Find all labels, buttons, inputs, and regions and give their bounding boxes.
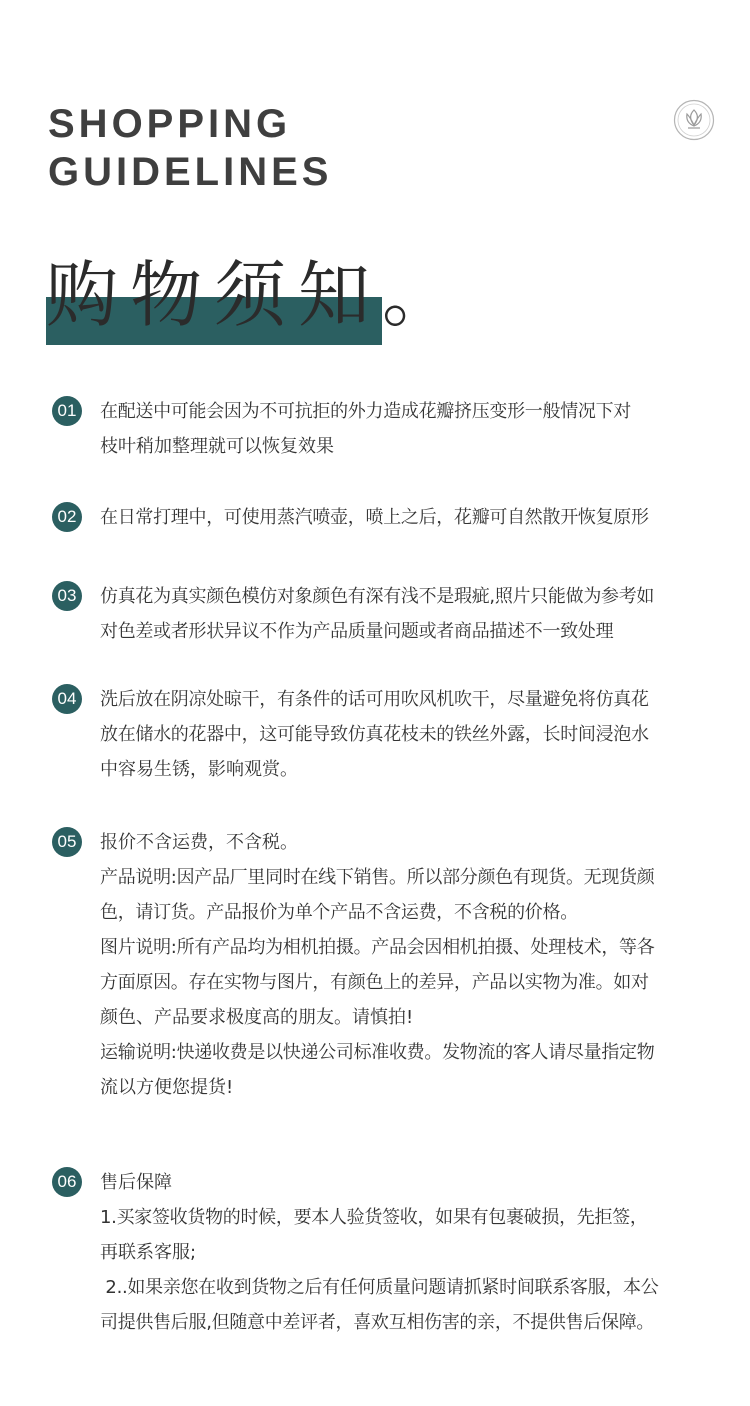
- item-number-badge: 05: [52, 827, 82, 857]
- item-text: [100, 682, 712, 787]
- item-number-badge: 03: [52, 581, 82, 611]
- item-line: 枝叶稍加整理就可以恢复效果: [100, 436, 334, 457]
- item-text: [100, 825, 712, 1105]
- title-english: [48, 100, 332, 196]
- item-text: [100, 394, 712, 464]
- item-number-badge: 02: [52, 502, 82, 532]
- item-line: 在日常打理中，可使用蒸汽喷壶，喷上之后，花瓣可自然散开恢复原形: [100, 507, 649, 528]
- title-english-line1: SHOPPING: [48, 102, 292, 146]
- title-english-line2: GUIDELINES: [48, 150, 333, 194]
- item-line: 方面原因。存在实物与图片，有颜色上的差异，产品以实物为准。如对: [100, 972, 649, 993]
- item-line: 司提供售后服,但随意中差评者，喜欢互相伤害的亲，不提供售后保障。: [100, 1312, 655, 1333]
- title-chinese: [46, 245, 467, 350]
- title-chinese-text: 购物须知。: [46, 253, 467, 337]
- item-line: 流以方便您提货!: [100, 1077, 234, 1098]
- item-line: 放在储水的花器中，这可能导致仿真花枝未的铁丝外露，长时间浸泡水: [100, 724, 649, 745]
- item-line: 洗后放在阴凉处晾干，有条件的话可用吹风机吹干，尽量避免将仿真花: [100, 689, 649, 710]
- item-text: [100, 1165, 712, 1340]
- item-number-badge: 01: [52, 396, 82, 426]
- item-line: 色，请订货。产品报价为单个产品不含运费，不含税的价格。: [100, 902, 578, 923]
- item-text: [100, 579, 712, 649]
- item-line: 产品说明:因产品厂里同时在线下销售。所以部分颜色有现货。无现货颜: [100, 867, 655, 888]
- item-number-badge: 04: [52, 684, 82, 714]
- lotus-logo-icon: [673, 99, 715, 141]
- item-line: 报价不含运费，不含税。: [100, 832, 298, 853]
- item-line: 颜色、产品要求极度高的朋友。请慎拍!: [100, 1007, 414, 1028]
- item-text: [100, 500, 712, 535]
- item-line: 2..如果亲您在收到货物之后有任何质量问题请抓紧时间联系客服，本公: [100, 1277, 659, 1298]
- item-line: 运输说明:快递收费是以快递公司标准收费。发物流的客人请尽量指定物: [100, 1042, 655, 1063]
- item-line: 仿真花为真实颜色模仿对象颜色有深有浅不是瑕疵,照片只能做为参考如: [100, 586, 655, 607]
- item-number-badge: 06: [52, 1167, 82, 1197]
- item-line: 售后保障: [100, 1172, 172, 1193]
- item-line: 在配送中可能会因为不可抗拒的外力造成花瓣挤压变形一般情况下对: [100, 401, 631, 422]
- item-line: 图片说明:所有产品均为相机拍摄。产品会因相机拍摄、处理枝术，等各: [100, 937, 655, 958]
- item-line: 1.买家签收货物的时候，要本人验货签收，如果有包裹破损，先拒签，: [100, 1207, 648, 1228]
- item-line: 对色差或者形状异议不作为产品质量问题或者商品描述不一致处理: [100, 621, 614, 642]
- item-line: 中容易生锈，影响观赏。: [100, 759, 298, 780]
- item-line: 再联系客服;: [100, 1242, 197, 1263]
